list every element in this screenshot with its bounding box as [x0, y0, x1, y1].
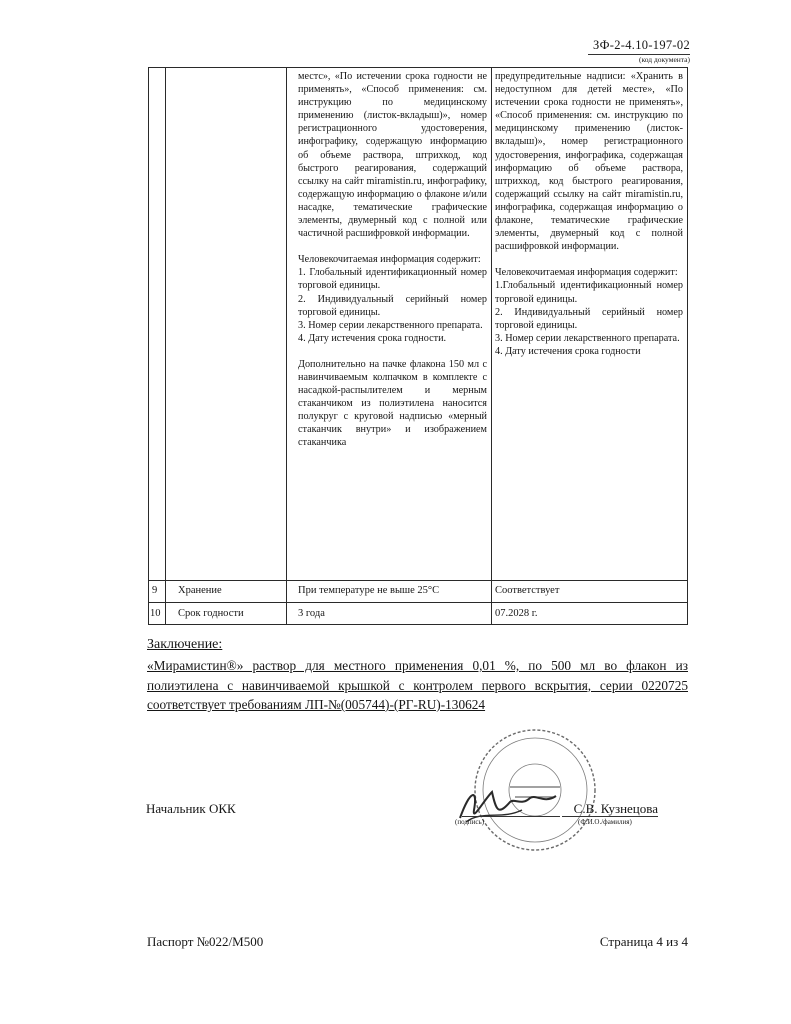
passport-number: Паспорт №022/М500 — [147, 934, 264, 949]
readable-info-list — [495, 279, 683, 358]
labeling-result-cell — [495, 70, 683, 358]
list-item: 1.Глобальный идентификационный номер торговой единицы. — [495, 280, 683, 305]
readable-info-list — [298, 266, 487, 345]
name-caption: (Ф.И.О./фамилия) — [578, 818, 632, 826]
row-requirement: При температуре не выше 25°С — [298, 585, 440, 596]
row-result: 07.2028 г. — [495, 608, 538, 619]
document-code-caption: (код документа) — [638, 55, 690, 64]
list-item: 3. Номер серии лекарственного препарата. — [495, 332, 680, 344]
table-border-left — [148, 67, 149, 625]
labeling-requirement-cell — [298, 70, 487, 450]
labeling-requirement-text: местс», «По истечении срока годности не применять», «Способ применения: см. инструкцию по медицинскому применению (листок-вкладыш)», номер регистрационного удостоверения, инфографику, содержащую информацию об объеме раствора, штрихкод, код быстрого реагирования, содержащий ссылку на сайт miramistin.ru, инфографику, содержащую информацию о флаконе и/или насадке, тематические графические элементы, двумерный код с полной или частичной расшифровкой информации. — [298, 71, 487, 240]
position-label: Начальник ОКК — [146, 801, 236, 816]
list-item: 3. Номер серии лекарственного препарата. — [298, 319, 483, 331]
signer-name: С.В. Кузнецова — [573, 801, 658, 816]
signature-line — [462, 816, 560, 817]
row-result: Соответствует — [495, 585, 560, 596]
name-line — [562, 816, 658, 817]
conclusion-title: Заключение: — [147, 637, 223, 652]
list-item: 2. Индивидуальный серийный номер торговой единицы. — [298, 293, 487, 318]
table-col-divider-3 — [491, 67, 492, 625]
readable-info-intro: Человекочитаемая информация содержит: — [495, 267, 678, 279]
list-item: 4. Дату истечения срока годности. — [298, 332, 447, 344]
readable-info-intro: Человекочитаемая информация содержит: — [298, 254, 481, 266]
list-item: 4. Дату истечения срока годности — [495, 345, 641, 357]
specification-table — [148, 67, 688, 625]
page-number: Страница 4 из 4 — [599, 934, 688, 949]
table-col-divider-1 — [165, 67, 166, 625]
row-number: 10 — [150, 608, 161, 619]
table-row-divider-10 — [148, 602, 688, 603]
table-border-top — [148, 67, 688, 68]
row-requirement: 3 года — [298, 608, 325, 619]
row-name: Срок годности — [178, 608, 244, 619]
conclusion-text: «Мирамистин®» раствор для местного применения 0,01 %, по 500 мл во флакон из полиэтилена с навинчиваемой крышкой с контролем первого вскрытия, серии 0220725 соответствует требованиям ЛП-№(005744)-(РГ-RU)-130624 — [147, 658, 688, 712]
labeling-result-text: предупредительные надписи: «Хранить в недоступном для детей месте», «По истечении срока годности не применять», «Способ применения: см. инструкцию по медицинскому применению (листок-вкладыш)», номер регистрационного удостоверения, инфографика, содержащая информацию об объеме раствора, штрихкод, код быстрого реагирования, содержащий ссылку на сайт miramistin.ru, инфографика, содержащая информацию о флаконе, тематические графические элементы, двумерный код с полной расшифровкой информации. — [495, 71, 683, 253]
signature-caption: (подпись) — [455, 818, 485, 826]
list-item: 1. Глобальный идентификационный номер торговой единицы. — [298, 267, 487, 292]
table-col-divider-2 — [286, 67, 287, 625]
additional-labeling-text: Дополнительно на пачке флакона 150 мл с навинчиваемым колпачком в комплекте с насадкой-распылителем и мерным стаканчиком из полиэтилена наносится полукруг с круговой надписью «мерный стаканчик внутри» и изображением стаканчика — [298, 358, 487, 449]
document-code: ЗФ-2-4.10-197-02 — [593, 38, 690, 52]
table-row-divider-9 — [148, 580, 688, 581]
row-name: Хранение — [178, 585, 222, 596]
table-border-bottom — [148, 624, 688, 625]
table-border-right — [687, 67, 688, 625]
row-number: 9 — [152, 585, 158, 596]
list-item: 2. Индивидуальный серийный номер торговой единицы. — [495, 306, 683, 331]
